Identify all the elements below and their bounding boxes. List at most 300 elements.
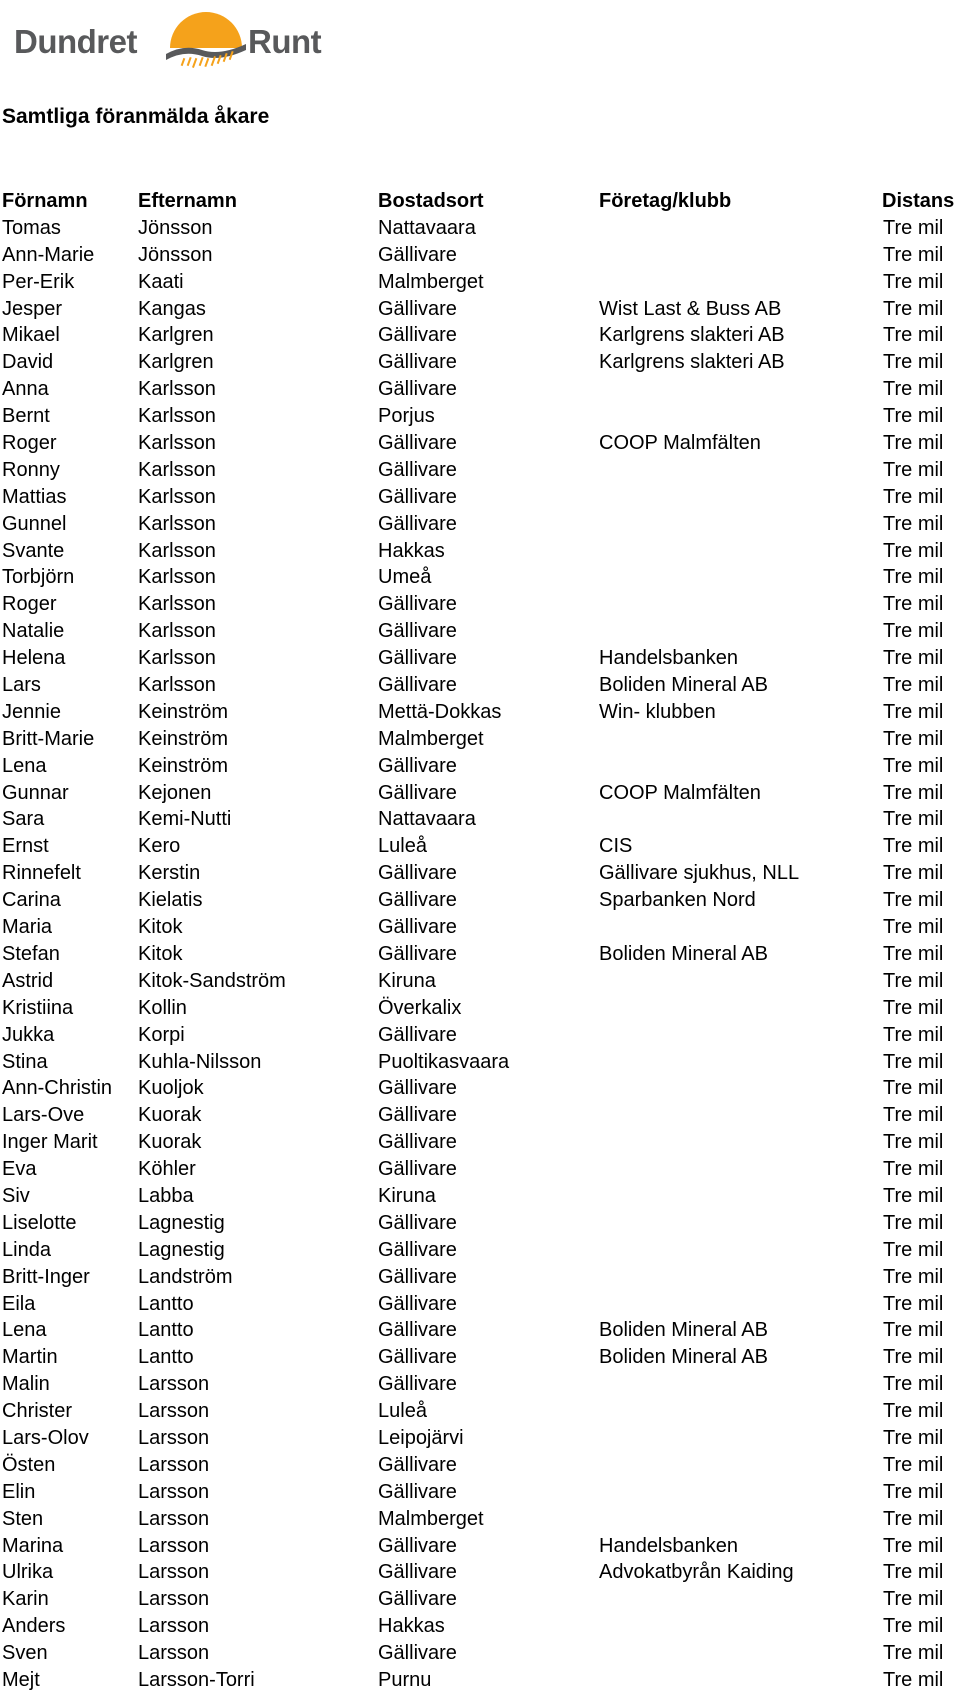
last-name-cell: Landström (138, 1265, 233, 1288)
distance-cell: Tre mil (883, 1131, 944, 1154)
page-title: Samtliga föranmälda åkare (2, 105, 270, 128)
first-name-cell: Natalie (2, 620, 65, 643)
column-header-club: Företag/klubb (599, 190, 732, 212)
first-name-cell: Jennie (2, 700, 61, 723)
last-name-cell: Karlgren (138, 351, 214, 374)
distance-cell: Tre mil (883, 700, 944, 723)
last-name-cell: Karlgren (138, 324, 214, 347)
distance-cell: Tre mil (883, 889, 944, 912)
distance-cell: Tre mil (883, 1400, 944, 1423)
table-row (0, 1559, 960, 1586)
table-row (0, 1371, 960, 1398)
distance-cell: Tre mil (883, 754, 944, 777)
distance-cell: Tre mil (883, 808, 944, 831)
last-name-cell: Kerstin (138, 862, 201, 885)
distance-cell: Tre mil (883, 1561, 944, 1584)
distance-cell: Tre mil (883, 674, 944, 697)
last-name-cell: Larsson (138, 1426, 210, 1449)
first-name-cell: Carina (2, 889, 61, 912)
town-cell: Gällivare (378, 1588, 457, 1611)
town-cell: Hakkas (378, 1615, 445, 1638)
first-name-cell: Marina (2, 1534, 64, 1557)
column-header-town: Bostadsort (378, 190, 484, 212)
table-row (0, 1156, 960, 1183)
distance-cell: Tre mil (883, 1453, 944, 1476)
last-name-cell: Labba (138, 1184, 194, 1207)
town-cell: Gällivare (378, 754, 457, 777)
first-name-cell: Bernt (2, 405, 50, 428)
first-name-cell: Martin (2, 1346, 58, 1369)
distance-cell: Tre mil (883, 1642, 944, 1665)
distance-cell: Tre mil (883, 1050, 944, 1073)
first-name-cell: Lars-Ove (2, 1104, 85, 1127)
first-name-cell: David (2, 351, 54, 374)
last-name-cell: Karlsson (138, 647, 216, 670)
town-cell: Gällivare (378, 485, 457, 508)
first-name-cell: Torbjörn (2, 566, 75, 589)
town-cell: Gällivare (378, 647, 457, 670)
last-name-cell: Korpi (138, 1023, 185, 1046)
distance-cell: Tre mil (883, 432, 944, 455)
first-name-cell: Stina (2, 1050, 48, 1073)
first-name-cell: Roger (2, 432, 57, 455)
first-name-cell: Jesper (2, 297, 63, 320)
distance-cell: Tre mil (883, 512, 944, 535)
first-name-cell: Mattias (2, 485, 67, 508)
last-name-cell: Larsson (138, 1642, 210, 1665)
table-row (0, 914, 960, 941)
first-name-cell: Karin (2, 1588, 49, 1611)
distance-cell: Tre mil (883, 405, 944, 428)
town-cell: Nattavaara (378, 216, 476, 239)
logo (14, 4, 344, 76)
distance-cell: Tre mil (883, 942, 944, 965)
last-name-cell: Kero (138, 835, 181, 858)
first-name-cell: Elin (2, 1480, 36, 1503)
last-name-cell: Keinström (138, 727, 229, 750)
distance-cell: Tre mil (883, 566, 944, 589)
club-cell: Boliden Mineral AB (599, 942, 768, 965)
column-header-first-name: Förnamn (2, 190, 88, 212)
distance-cell: Tre mil (883, 378, 944, 401)
last-name-cell: Karlsson (138, 674, 216, 697)
distance-cell: Tre mil (883, 1292, 944, 1315)
town-cell: Gällivare (378, 1023, 457, 1046)
town-cell: Malmberget (378, 727, 484, 750)
last-name-cell: Larsson (138, 1561, 210, 1584)
table-row (0, 1533, 960, 1560)
distance-cell: Tre mil (883, 620, 944, 643)
first-name-cell: Svante (2, 539, 65, 562)
town-cell: Gällivare (378, 512, 457, 535)
last-name-cell: Larsson (138, 1373, 210, 1396)
distance-cell: Tre mil (883, 1211, 944, 1234)
town-cell: Gällivare (378, 243, 457, 266)
town-cell: Gällivare (378, 1534, 457, 1557)
town-cell: Luleå (378, 1400, 427, 1423)
table-row (0, 376, 960, 403)
club-cell: CIS (599, 835, 633, 858)
club-cell: Wist Last & Buss AB (599, 297, 782, 320)
distance-cell: Tre mil (883, 1265, 944, 1288)
town-cell: Gällivare (378, 1346, 457, 1369)
town-cell: Gällivare (378, 324, 457, 347)
town-cell: Gällivare (378, 674, 457, 697)
town-cell: Gällivare (378, 1158, 457, 1181)
last-name-cell: Kuoljok (138, 1077, 204, 1100)
last-name-cell: Karlsson (138, 405, 216, 428)
town-cell: Gällivare (378, 1238, 457, 1261)
last-name-cell: Kielatis (138, 889, 203, 912)
distance-cell: Tre mil (883, 647, 944, 670)
first-name-cell: Liselotte (2, 1211, 77, 1234)
table-row (0, 457, 960, 484)
first-name-cell: Linda (2, 1238, 51, 1261)
participants-table (0, 188, 960, 1694)
first-name-cell: Astrid (2, 969, 54, 992)
town-cell: Gällivare (378, 378, 457, 401)
table-row (0, 1586, 960, 1613)
last-name-cell: Kemi-Nutti (138, 808, 232, 831)
column-header-last-name: Efternamn (138, 190, 237, 212)
table-row (0, 296, 960, 323)
distance-cell: Tre mil (883, 969, 944, 992)
table-row (0, 699, 960, 726)
table-row (0, 1506, 960, 1533)
table-row (0, 484, 960, 511)
distance-cell: Tre mil (883, 351, 944, 374)
first-name-cell: Anna (2, 378, 49, 401)
last-name-cell: Kollin (138, 996, 187, 1019)
town-cell: Umeå (378, 566, 432, 589)
last-name-cell: Lantto (138, 1346, 194, 1369)
logo-word-right: Runt (248, 23, 322, 60)
table-row (0, 1049, 960, 1076)
club-cell: COOP Malmfälten (599, 781, 761, 804)
first-name-cell: Lars-Olov (2, 1426, 89, 1449)
club-cell: Karlgrens slakteri AB (599, 351, 785, 374)
first-name-cell: Sten (2, 1507, 44, 1530)
town-cell: Gällivare (378, 1265, 457, 1288)
table-row (0, 403, 960, 430)
club-cell: Karlgrens slakteri AB (599, 324, 785, 347)
table-row (0, 1317, 960, 1344)
distance-cell: Tre mil (883, 593, 944, 616)
first-name-cell: Ronny (2, 458, 60, 481)
first-name-cell: Christer (2, 1400, 73, 1423)
last-name-cell: Larsson (138, 1400, 210, 1423)
first-name-cell: Ernst (2, 835, 49, 858)
distance-cell: Tre mil (883, 458, 944, 481)
table-row (0, 833, 960, 860)
town-cell: Hakkas (378, 539, 445, 562)
town-cell: Gällivare (378, 862, 457, 885)
last-name-cell: Keinström (138, 700, 229, 723)
distance-cell: Tre mil (883, 485, 944, 508)
club-cell: COOP Malmfälten (599, 432, 761, 455)
last-name-cell: Larsson (138, 1480, 210, 1503)
table-row (0, 269, 960, 296)
table-row (0, 860, 960, 887)
first-name-cell: Stefan (2, 942, 60, 965)
town-cell: Gällivare (378, 1642, 457, 1665)
club-cell: Boliden Mineral AB (599, 674, 768, 697)
town-cell: Gällivare (378, 1131, 457, 1154)
first-name-cell: Rinnefelt (2, 862, 81, 885)
distance-cell: Tre mil (883, 1507, 944, 1530)
first-name-cell: Kristiina (2, 996, 74, 1019)
town-cell: Gällivare (378, 1211, 457, 1234)
first-name-cell: Helena (2, 647, 66, 670)
last-name-cell: Karlsson (138, 512, 216, 535)
last-name-cell: Kuorak (138, 1104, 202, 1127)
table-row (0, 672, 960, 699)
table-row (0, 806, 960, 833)
club-cell: Boliden Mineral AB (599, 1319, 768, 1342)
first-name-cell: Siv (2, 1184, 30, 1207)
town-cell: Gällivare (378, 781, 457, 804)
town-cell: Gällivare (378, 1104, 457, 1127)
last-name-cell: Kuorak (138, 1131, 202, 1154)
last-name-cell: Karlsson (138, 458, 216, 481)
distance-cell: Tre mil (883, 1238, 944, 1261)
table-row (0, 1237, 960, 1264)
town-cell: Mettä-Dokkas (378, 700, 502, 723)
last-name-cell: Lantto (138, 1292, 194, 1315)
table-row (0, 968, 960, 995)
town-cell: Gällivare (378, 942, 457, 965)
table-row (0, 726, 960, 753)
table-row (0, 1344, 960, 1371)
distance-cell: Tre mil (883, 1615, 944, 1638)
table-row (0, 1452, 960, 1479)
town-cell: Gällivare (378, 593, 457, 616)
first-name-cell: Ann-Christin (2, 1077, 113, 1100)
first-name-cell: Gunnel (2, 512, 67, 535)
last-name-cell: Lagnestig (138, 1238, 225, 1261)
table-row (0, 618, 960, 645)
distance-cell: Tre mil (883, 539, 944, 562)
column-header-distance: Distans (882, 190, 955, 212)
first-name-cell: Tomas (2, 216, 61, 239)
last-name-cell: Kitok (138, 942, 183, 965)
club-cell: Win- klubben (599, 700, 716, 723)
last-name-cell: Kitok (138, 916, 183, 939)
town-cell: Gällivare (378, 458, 457, 481)
first-name-cell: Anders (2, 1615, 66, 1638)
sun-over-mountain-icon (162, 4, 250, 76)
table-row (0, 215, 960, 242)
town-cell: Leipojärvi (378, 1426, 464, 1449)
table-row (0, 1291, 960, 1318)
last-name-cell: Larsson (138, 1588, 210, 1611)
first-name-cell: Mejt (2, 1668, 40, 1691)
town-cell: Purnu (378, 1668, 432, 1691)
table-row (0, 1613, 960, 1640)
last-name-cell: Kaati (138, 270, 184, 293)
town-cell: Puoltikasvaara (378, 1050, 510, 1073)
town-cell: Porjus (378, 405, 435, 428)
town-cell: Gällivare (378, 1077, 457, 1100)
table-row (0, 1183, 960, 1210)
table-row (0, 349, 960, 376)
last-name-cell: Jönsson (138, 216, 213, 239)
table-row (0, 1479, 960, 1506)
table-row (0, 322, 960, 349)
first-name-cell: Per-Erik (2, 270, 75, 293)
last-name-cell: Jönsson (138, 243, 213, 266)
distance-cell: Tre mil (883, 1373, 944, 1396)
table-row (0, 591, 960, 618)
distance-cell: Tre mil (883, 297, 944, 320)
distance-cell: Tre mil (883, 1346, 944, 1369)
last-name-cell: Larsson (138, 1453, 210, 1476)
table-row (0, 1425, 960, 1452)
table-row (0, 1075, 960, 1102)
first-name-cell: Sara (2, 808, 45, 831)
town-cell: Gällivare (378, 620, 457, 643)
first-name-cell: Mikael (2, 324, 60, 347)
distance-cell: Tre mil (883, 1668, 944, 1691)
town-cell: Gällivare (378, 916, 457, 939)
distance-cell: Tre mil (883, 270, 944, 293)
town-cell: Kiruna (378, 1184, 436, 1207)
last-name-cell: Kuhla-Nilsson (138, 1050, 262, 1073)
table-row (0, 1129, 960, 1156)
last-name-cell: Lagnestig (138, 1211, 225, 1234)
town-cell: Gällivare (378, 1292, 457, 1315)
distance-cell: Tre mil (883, 1077, 944, 1100)
town-cell: Gällivare (378, 1373, 457, 1396)
town-cell: Gällivare (378, 1561, 457, 1584)
first-name-cell: Jukka (2, 1023, 55, 1046)
table-row (0, 1022, 960, 1049)
first-name-cell: Sven (2, 1642, 48, 1665)
distance-cell: Tre mil (883, 916, 944, 939)
distance-cell: Tre mil (883, 781, 944, 804)
club-cell: Sparbanken Nord (599, 889, 756, 912)
distance-cell: Tre mil (883, 727, 944, 750)
table-header (0, 188, 960, 215)
distance-cell: Tre mil (883, 216, 944, 239)
last-name-cell: Karlsson (138, 539, 216, 562)
last-name-cell: Lantto (138, 1319, 194, 1342)
first-name-cell: Eva (2, 1158, 37, 1181)
distance-cell: Tre mil (883, 1104, 944, 1127)
table-row (0, 887, 960, 914)
town-cell: Gällivare (378, 1453, 457, 1476)
club-cell: Handelsbanken (599, 1534, 738, 1557)
table-row (0, 1264, 960, 1291)
first-name-cell: Gunnar (2, 781, 69, 804)
first-name-cell: Östen (2, 1453, 56, 1476)
table-row (0, 780, 960, 807)
last-name-cell: Karlsson (138, 378, 216, 401)
logo-word-left: Dundret (14, 23, 137, 60)
first-name-cell: Eila (2, 1292, 36, 1315)
club-cell: Boliden Mineral AB (599, 1346, 768, 1369)
club-cell: Handelsbanken (599, 647, 738, 670)
town-cell: Gällivare (378, 297, 457, 320)
town-cell: Malmberget (378, 1507, 484, 1530)
distance-cell: Tre mil (883, 1480, 944, 1503)
first-name-cell: Inger Marit (2, 1131, 98, 1154)
distance-cell: Tre mil (883, 1426, 944, 1449)
town-cell: Nattavaara (378, 808, 476, 831)
table-row (0, 1667, 960, 1694)
table-row (0, 1102, 960, 1129)
distance-cell: Tre mil (883, 1184, 944, 1207)
table-row (0, 564, 960, 591)
town-cell: Malmberget (378, 270, 484, 293)
club-cell: Advokatbyrån Kaiding (599, 1561, 794, 1584)
club-cell: Gällivare sjukhus, NLL (599, 862, 800, 885)
town-cell: Gällivare (378, 1319, 457, 1342)
town-cell: Gällivare (378, 432, 457, 455)
town-cell: Gällivare (378, 351, 457, 374)
last-name-cell: Larsson (138, 1534, 210, 1557)
last-name-cell: Keinström (138, 754, 229, 777)
last-name-cell: Karlsson (138, 432, 216, 455)
distance-cell: Tre mil (883, 324, 944, 347)
distance-cell: Tre mil (883, 1534, 944, 1557)
table-row (0, 1640, 960, 1667)
first-name-cell: Maria (2, 916, 53, 939)
town-cell: Luleå (378, 835, 427, 858)
table-row (0, 753, 960, 780)
distance-cell: Tre mil (883, 1023, 944, 1046)
first-name-cell: Roger (2, 593, 57, 616)
last-name-cell: Köhler (138, 1158, 196, 1181)
table-row (0, 242, 960, 269)
first-name-cell: Ulrika (2, 1561, 54, 1584)
distance-cell: Tre mil (883, 243, 944, 266)
table-row (0, 511, 960, 538)
last-name-cell: Larsson (138, 1507, 210, 1530)
last-name-cell: Kejonen (138, 781, 212, 804)
table-row (0, 941, 960, 968)
last-name-cell: Karlsson (138, 485, 216, 508)
table-row (0, 1398, 960, 1425)
last-name-cell: Karlsson (138, 620, 216, 643)
last-name-cell: Karlsson (138, 593, 216, 616)
table-row (0, 538, 960, 565)
table-row (0, 645, 960, 672)
table-row (0, 995, 960, 1022)
town-cell: Överkalix (378, 996, 462, 1019)
first-name-cell: Ann-Marie (2, 243, 95, 266)
distance-cell: Tre mil (883, 1588, 944, 1611)
distance-cell: Tre mil (883, 1158, 944, 1181)
last-name-cell: Kangas (138, 297, 206, 320)
table-row (0, 1210, 960, 1237)
distance-cell: Tre mil (883, 862, 944, 885)
last-name-cell: Kitok-Sandström (138, 969, 286, 992)
last-name-cell: Karlsson (138, 566, 216, 589)
town-cell: Gällivare (378, 889, 457, 912)
first-name-cell: Lena (2, 754, 47, 777)
first-name-cell: Malin (2, 1373, 50, 1396)
last-name-cell: Larsson-Torri (138, 1668, 255, 1691)
first-name-cell: Lars (2, 674, 41, 697)
first-name-cell: Britt-Marie (2, 727, 95, 750)
distance-cell: Tre mil (883, 835, 944, 858)
distance-cell: Tre mil (883, 1319, 944, 1342)
table-row (0, 430, 960, 457)
first-name-cell: Britt-Inger (2, 1265, 90, 1288)
first-name-cell: Lena (2, 1319, 47, 1342)
town-cell: Kiruna (378, 969, 436, 992)
